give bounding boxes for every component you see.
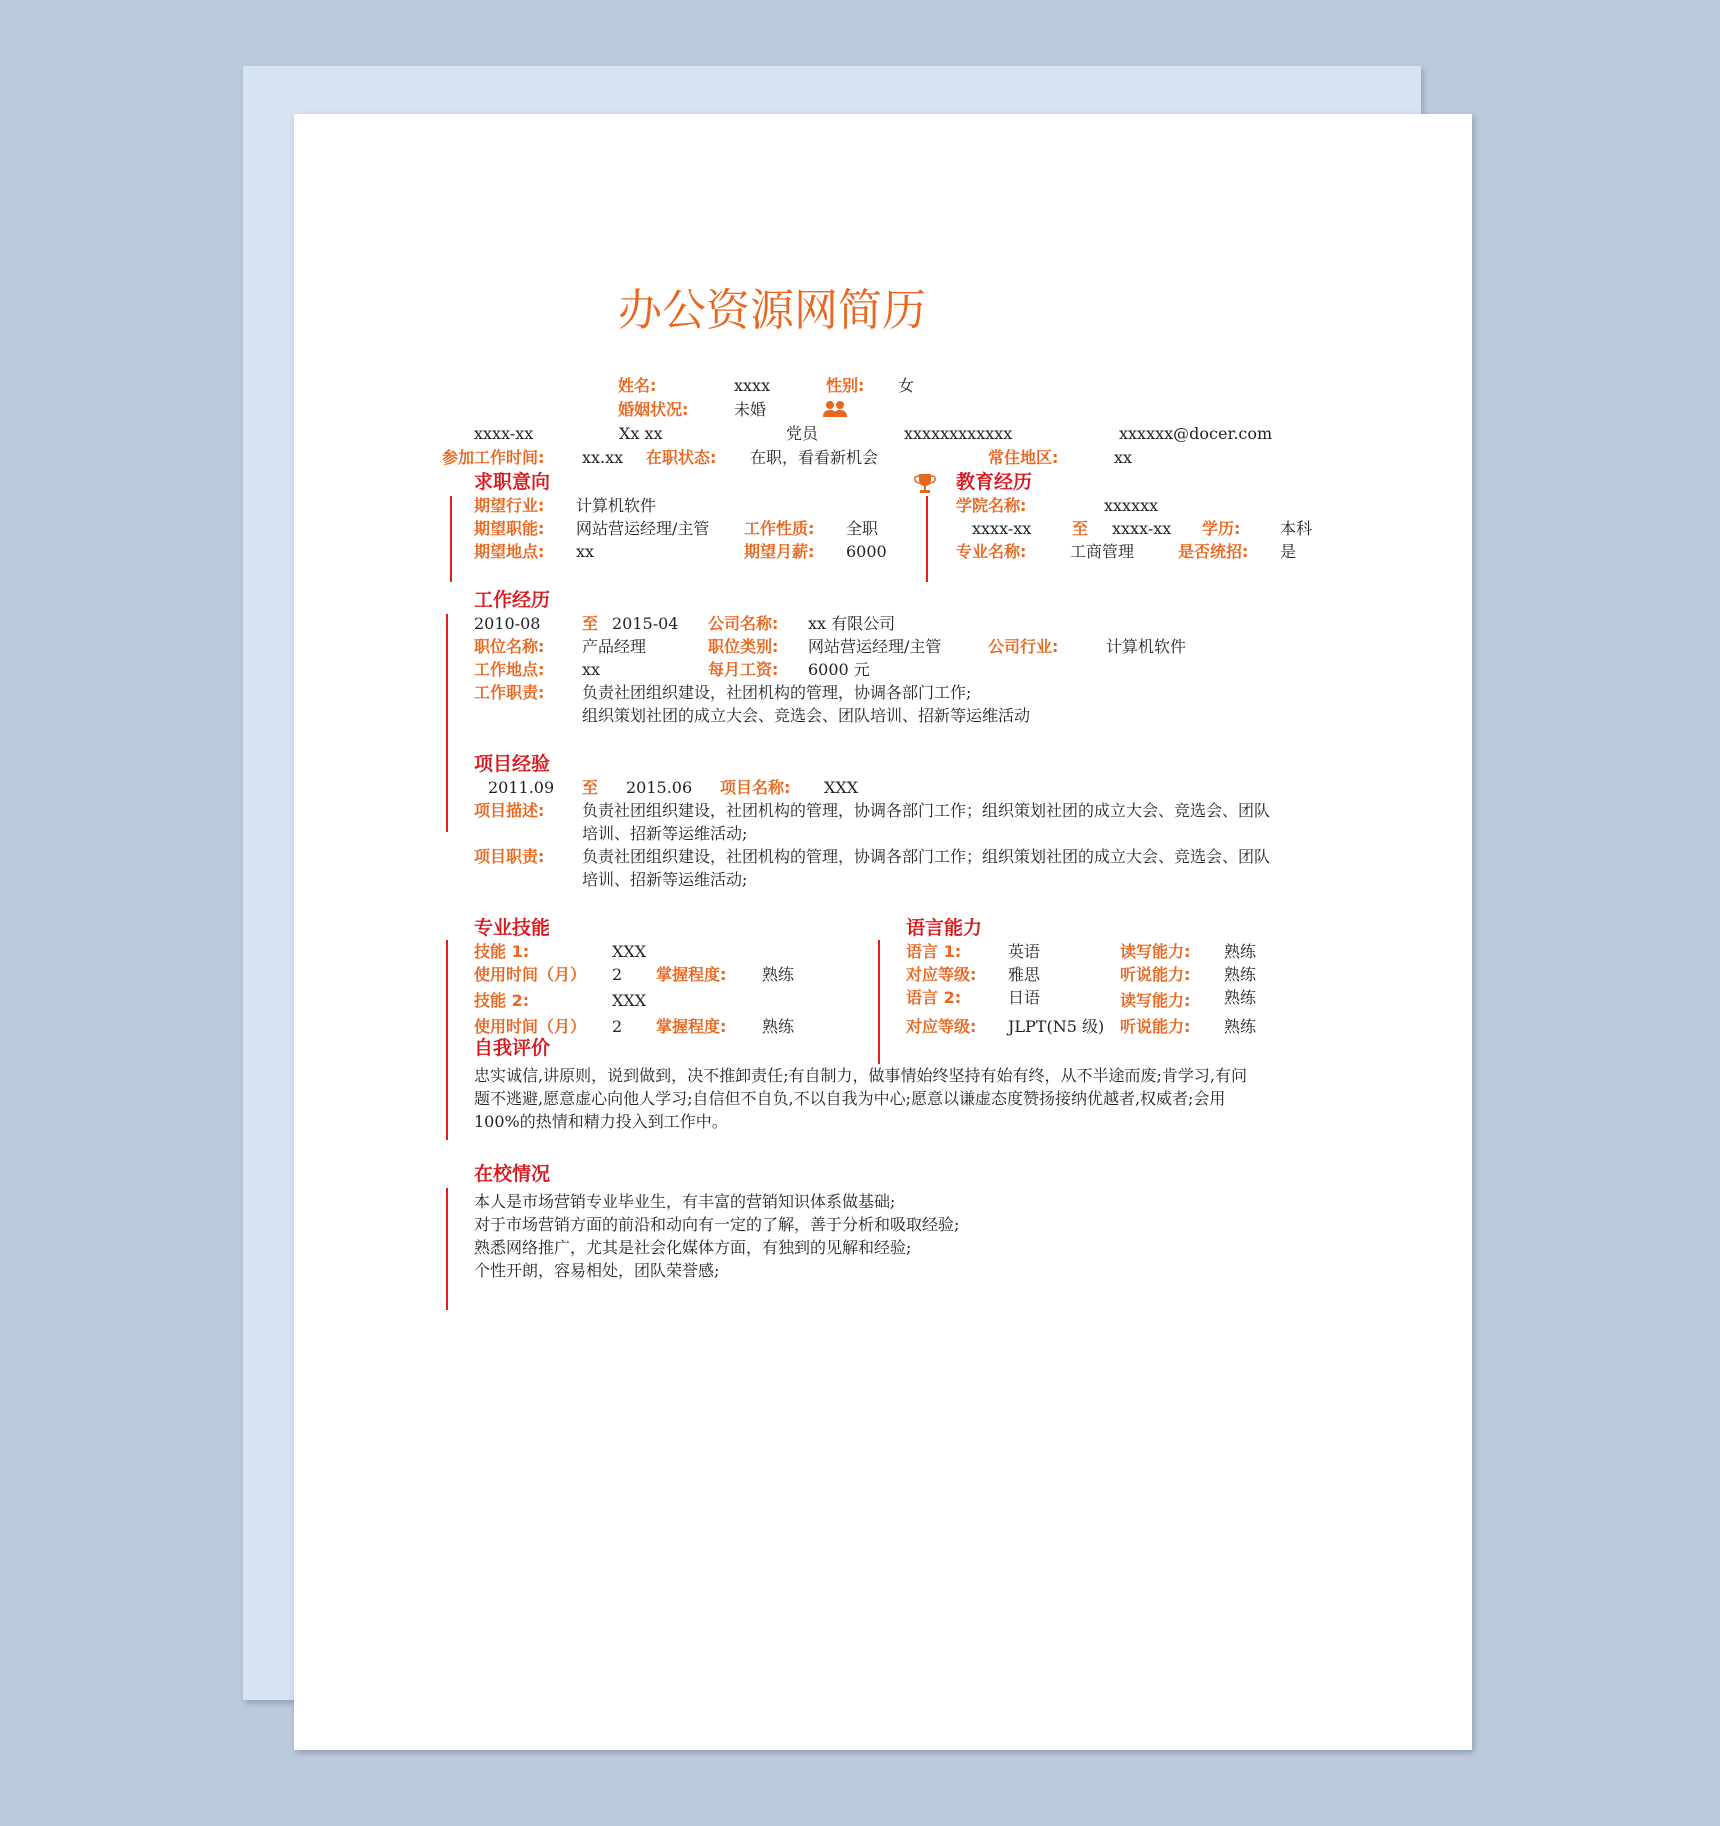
intent-location-value: xx — [576, 542, 595, 561]
grade2-value: JLPT(N5 级) — [1008, 1017, 1105, 1036]
work-start-label: 参加工作时间: — [442, 448, 545, 467]
status-value: 在职，看看新机会 — [750, 448, 879, 467]
category-value: 网站营运经理/主管 — [808, 637, 942, 656]
phone-value: xxxxxxxxxxxx — [904, 424, 1013, 443]
birth-value: xxxx-xx — [474, 424, 534, 443]
campus-heading: 在校情况 — [474, 1163, 551, 1185]
time1-label: 使用时间（月） — [474, 965, 587, 984]
skill2-value: XXX — [612, 991, 647, 1010]
unified-label: 是否统招: — [1178, 542, 1249, 561]
edu-end: xxxx-xx — [1112, 519, 1172, 538]
level2-value: 熟练 — [762, 1017, 795, 1036]
intent-position-label: 期望职能: — [474, 519, 545, 538]
project-desc-line2: 培训、招新等运维活动; — [582, 824, 748, 843]
work-industry-value: 计算机软件 — [1106, 637, 1187, 656]
marital-value: 未婚 — [734, 400, 767, 419]
resume-title: 办公资源网简历 — [618, 285, 926, 336]
project-to: 至 — [582, 778, 599, 797]
campus-line1: 本人是市场营销专业毕业生，有丰富的营销知识体系做基础; — [474, 1192, 896, 1211]
work-end: 2015-04 — [612, 614, 679, 633]
project-end: 2015.06 — [626, 778, 693, 797]
school-value: xxxxxx — [1104, 496, 1159, 515]
work-salary-value: 6000 元 — [808, 660, 870, 679]
work-to: 至 — [582, 614, 599, 633]
time1-value: 2 — [612, 965, 623, 984]
work-industry-label: 公司行业: — [988, 637, 1059, 656]
project-desc-label: 项目描述: — [474, 801, 545, 820]
skill1-label: 技能 1: — [474, 942, 530, 961]
skill1-value: XXX — [612, 942, 647, 961]
gender-label: 性别: — [826, 376, 865, 395]
status-label: 在职状态: — [646, 448, 717, 467]
lang1-label: 语言 1: — [906, 942, 962, 961]
grade1-value: 雅思 — [1008, 965, 1041, 984]
intent-salary-value: 6000 — [846, 542, 887, 561]
project-name-label: 项目名称: — [720, 778, 791, 797]
self-eval-bar — [446, 1062, 448, 1140]
ls2-label: 听说能力: — [1120, 1017, 1191, 1036]
grade1-label: 对应等级: — [906, 965, 977, 984]
name-label: 姓名: — [618, 376, 657, 395]
project-duty-line1: 负责社团组织建设，社团机构的管理，协调各部门工作；组织策划社团的成立大会、竞选会、团队 — [582, 847, 1271, 866]
work-duty-label: 工作职责: — [474, 683, 545, 702]
level1-value: 熟练 — [762, 965, 795, 984]
rw1-label: 读写能力: — [1120, 942, 1191, 961]
intent-industry-value: 计算机软件 — [576, 496, 657, 515]
project-desc-line1: 负责社团组织建设，社团机构的管理，协调各部门工作；组织策划社团的成立大会、竞选会、团队 — [582, 801, 1271, 820]
campus-line3: 熟悉网络推广，尤其是社会化媒体方面，有独到的见解和经验; — [474, 1238, 912, 1257]
intent-jobtype-label: 工作性质: — [744, 519, 815, 538]
intent-bar — [450, 496, 452, 582]
hometown-value: Xx xx — [619, 424, 663, 443]
project-heading: 项目经验 — [474, 753, 551, 775]
self-eval-line2: 题不逃避,愿意虚心向他人学习;自信但不自负,不以自我为中心;愿意以谦虚态度赞扬接纳优越者,权威者;会用 — [474, 1089, 1226, 1108]
gender-value: 女 — [898, 376, 915, 395]
project-name-value: XXX — [824, 778, 859, 797]
region-label: 常住地区: — [988, 448, 1059, 467]
degree-label: 学历: — [1202, 519, 1241, 538]
job-title-label: 职位名称: — [474, 637, 545, 656]
time2-value: 2 — [612, 1017, 623, 1036]
level1-label: 掌握程度: — [656, 965, 727, 984]
resume-page — [294, 114, 1472, 1750]
education-bar — [926, 496, 928, 582]
work-start-value: xx.xx — [582, 448, 624, 467]
self-eval-line1: 忠实诚信,讲原则，说到做到，决不推卸责任;有自制力，做事情始终坚持有始有终，从不半途而废;肯学习,有问 — [474, 1066, 1247, 1085]
self-eval-heading: 自我评价 — [474, 1037, 551, 1059]
work-heading: 工作经历 — [474, 589, 551, 611]
project-duty-label: 项目职责: — [474, 847, 545, 866]
major-value: 工商管理 — [1070, 542, 1135, 561]
email-value: xxxxxx@docer.com — [1119, 424, 1273, 443]
work-project-bar — [446, 614, 448, 832]
time2-label: 使用时间（月） — [474, 1017, 587, 1036]
work-salary-label: 每月工资: — [708, 660, 779, 679]
job-title-value: 产品经理 — [582, 637, 647, 656]
campus-line4: 个性开朗，容易相处，团队荣誉感; — [474, 1261, 720, 1280]
intent-location-label: 期望地点: — [474, 542, 545, 561]
region-value: xx — [1114, 448, 1133, 467]
edu-start: xxxx-xx — [972, 519, 1032, 538]
campus-bar — [446, 1188, 448, 1310]
rw1-value: 熟练 — [1224, 942, 1257, 961]
grade2-label: 对应等级: — [906, 1017, 977, 1036]
lang1-value: 英语 — [1008, 942, 1041, 961]
languages-heading: 语言能力 — [906, 917, 983, 939]
education-heading: 教育经历 — [956, 471, 1033, 493]
rw2-value: 熟练 — [1224, 988, 1257, 1007]
intent-salary-label: 期望月薪: — [744, 542, 815, 561]
category-label: 职位类别: — [708, 637, 779, 656]
people-icon — [822, 400, 848, 418]
company-label: 公司名称: — [708, 614, 779, 633]
work-duty-line2: 组织策划社团的成立大会、竞选会、团队培训、招新等运维活动 — [582, 706, 1031, 725]
languages-bar — [878, 940, 880, 1064]
work-duty-line1: 负责社团组织建设，社团机构的管理，协调各部门工作; — [582, 683, 972, 702]
skills-heading: 专业技能 — [474, 917, 551, 939]
rw2-label: 读写能力: — [1120, 991, 1191, 1010]
work-location-label: 工作地点: — [474, 660, 545, 679]
major-label: 专业名称: — [956, 542, 1027, 561]
level2-label: 掌握程度: — [656, 1017, 727, 1036]
intent-industry-label: 期望行业: — [474, 496, 545, 515]
project-duty-line2: 培训、招新等运维活动; — [582, 870, 748, 889]
ls1-value: 熟练 — [1224, 965, 1257, 984]
lang2-value: 日语 — [1008, 988, 1041, 1007]
skills-bar — [446, 940, 448, 1064]
trophy-icon — [912, 472, 938, 494]
project-start: 2011.09 — [488, 778, 555, 797]
edu-to: 至 — [1072, 519, 1089, 538]
skill2-label: 技能 2: — [474, 991, 530, 1010]
political-value: 党员 — [786, 424, 819, 443]
ls2-value: 熟练 — [1224, 1017, 1257, 1036]
lang2-label: 语言 2: — [906, 988, 962, 1007]
intent-jobtype-value: 全职 — [846, 519, 879, 538]
intent-position-value: 网站营运经理/主管 — [576, 519, 710, 538]
ls1-label: 听说能力: — [1120, 965, 1191, 984]
name-value: xxxx — [734, 376, 771, 395]
degree-value: 本科 — [1280, 519, 1313, 538]
campus-line2: 对于市场营销方面的前沿和动向有一定的了解，善于分析和吸取经验; — [474, 1215, 960, 1234]
intent-heading: 求职意向 — [474, 471, 551, 493]
self-eval-line3: 100%的热情和精力投入到工作中。 — [474, 1112, 728, 1131]
work-start: 2010-08 — [474, 614, 541, 633]
company-value: xx 有限公司 — [808, 614, 896, 633]
marital-label: 婚姻状况: — [618, 400, 689, 419]
work-location-value: xx — [582, 660, 601, 679]
unified-value: 是 — [1280, 542, 1297, 561]
school-label: 学院名称: — [956, 496, 1027, 515]
